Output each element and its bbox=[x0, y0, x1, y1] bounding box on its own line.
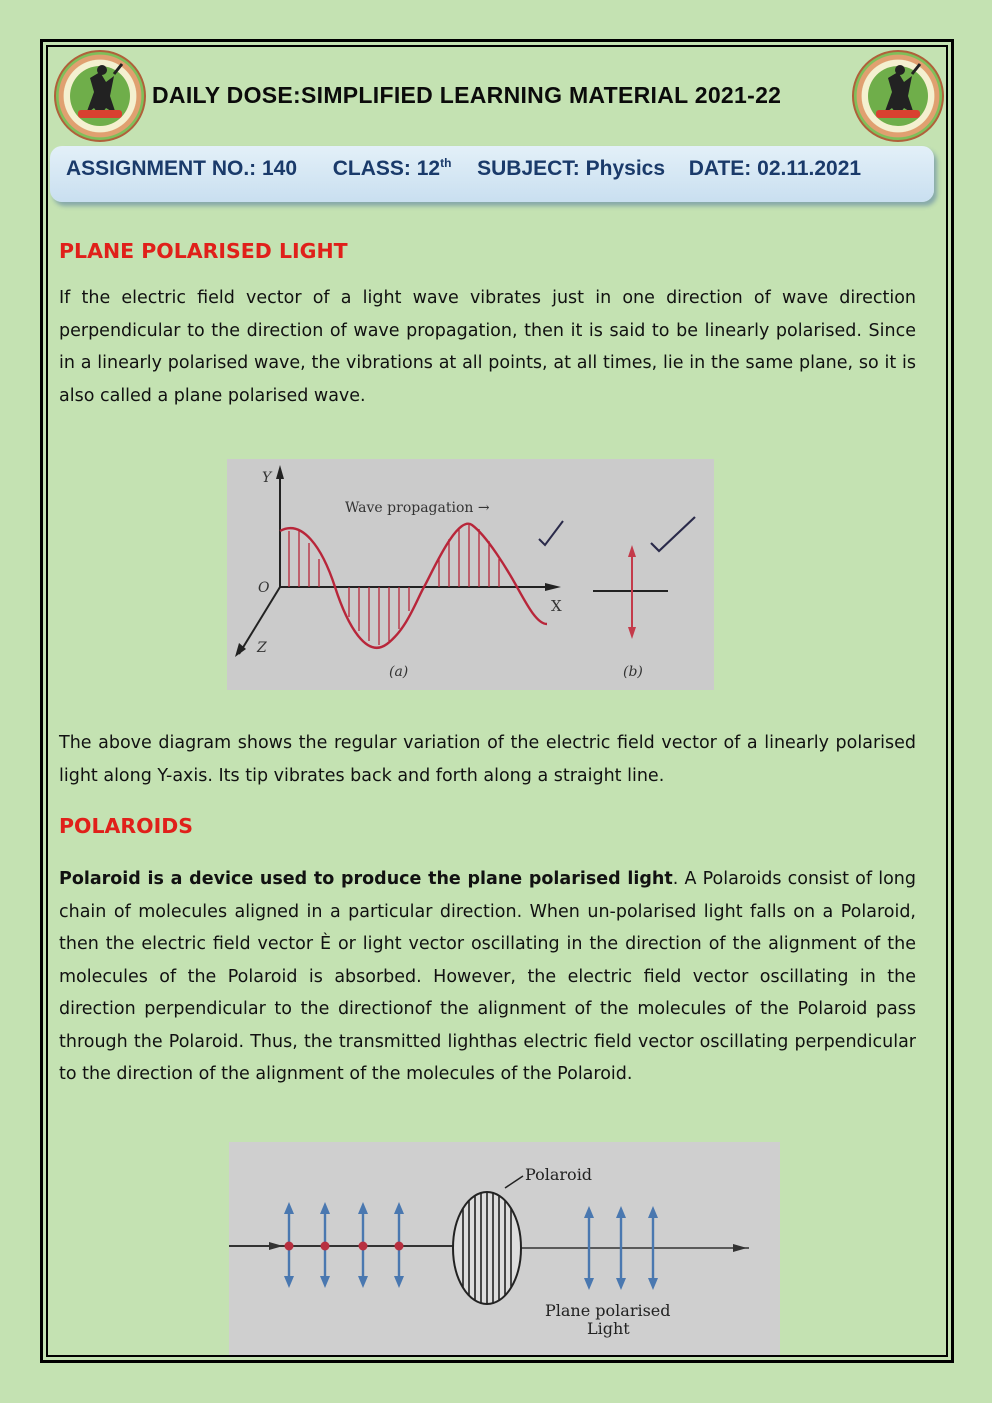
origin-label: O bbox=[258, 580, 270, 596]
paragraph-polaroids bbox=[59, 863, 916, 1091]
paragraph-diagram-description: The above diagram shows the regular variation of the electric field vector of a linearly polarised light along Y-axis. Its tip vibrates back and forth along a straight line. bbox=[59, 733, 916, 786]
figure-plane-polarised-wave bbox=[227, 459, 714, 690]
section-heading-polaroids: POLAROIDS bbox=[59, 814, 194, 838]
assignment-class: CLASS: 12th bbox=[332, 156, 452, 180]
section-heading-plane-polarised: PLANE POLARISED LIGHT bbox=[59, 239, 348, 263]
z-axis-label: Z bbox=[257, 640, 267, 656]
assignment-date: DATE: 02.11.2021 bbox=[688, 157, 862, 180]
polaroid-explanation: . A Polaroids consist of long chain of molecules aligned in a particular direction. When un-polarised light falls on a Polaroid, then the electric field vector È or light vector oscillating in the direction of the alignment of the molecules of the Polaroid is absorbed. However, the electric field vector oscillating in the direction perpendicular to the directionof the alignment of the molecules of the Polaroid pass through the Polaroid. Thus, the transmitted lighthas electric field vector oscillating perpendicular to the direction of the alignment of the molecules of the Polaroid. bbox=[59, 869, 916, 1084]
wave-propagation-label: Wave propagation → bbox=[345, 500, 490, 516]
subfigure-b-label: (b) bbox=[623, 664, 643, 680]
light-label: Light bbox=[587, 1319, 630, 1338]
school-emblem-icon bbox=[54, 50, 146, 142]
assignment-row bbox=[66, 156, 861, 181]
polaroid-label: Polaroid bbox=[525, 1165, 593, 1184]
plane-polarised-label: Plane polarised bbox=[545, 1301, 671, 1320]
y-axis-label: Y bbox=[262, 470, 272, 486]
header-title: DAILY DOSE:SIMPLIFIED LEARNING MATERIAL 2021-22 bbox=[152, 82, 782, 108]
assignment-subject: SUBJECT: Physics bbox=[477, 157, 666, 180]
school-emblem-icon bbox=[852, 50, 944, 142]
subfigure-a-label: (a) bbox=[389, 664, 409, 680]
paragraph-plane-polarised: If the electric field vector of a light wave vibrates just in one direction of wave direction perpendicular to the direction of wave propagation, then it is said to be linearly polarised. Since in a linearly polarised wave, the vibrations at all points, at all times, lie in the same plane, so it is also called a plane polarised wave. bbox=[59, 288, 916, 406]
polaroid-definition: Polaroid is a device used to produce the plane polarised light bbox=[59, 869, 673, 889]
figure-polaroid bbox=[229, 1142, 780, 1355]
assignment-number: ASSIGNMENT NO.: 140 bbox=[66, 157, 298, 180]
x-axis-label: X bbox=[551, 597, 562, 615]
